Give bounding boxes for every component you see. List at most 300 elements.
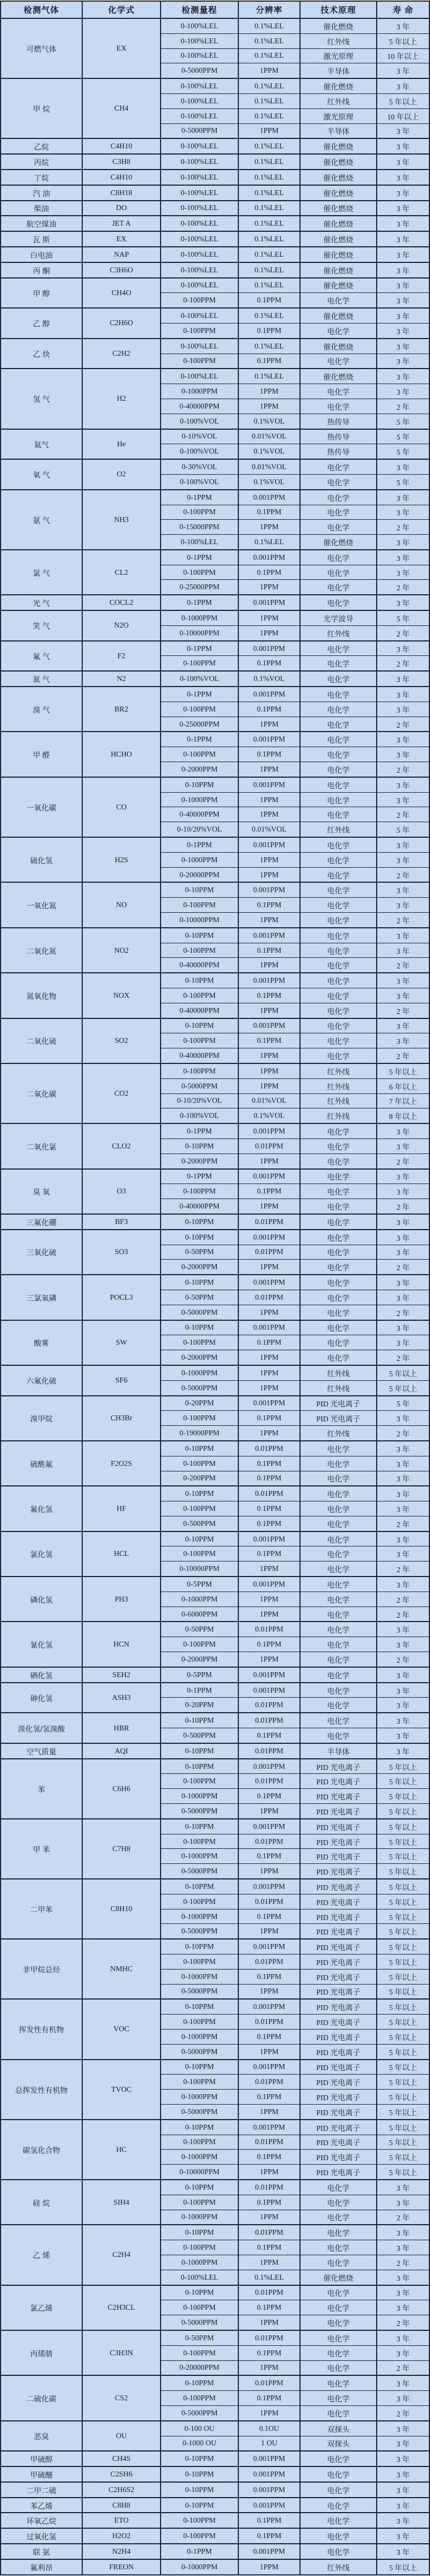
gas-name-cell: 二氧化硫 [1, 1018, 82, 1063]
table-row-group-start [1, 1320, 429, 1335]
table-row-group-start [1, 170, 429, 185]
range-cell: 0-25000PPM [161, 580, 238, 595]
lifespan-cell: 3 年 [377, 278, 429, 293]
formula-cell: HBR [82, 1713, 161, 1743]
formula-cell: BR2 [82, 687, 161, 732]
resolution-cell: 0.1PPM [238, 2300, 300, 2315]
resolution-cell: 0.001PPM [238, 687, 300, 702]
range-cell: 0-100%LEL [161, 216, 238, 231]
table-row-group-start [1, 2180, 429, 2195]
lifespan-cell: 2 年 [377, 1153, 429, 1168]
lifespan-cell: 3 年 [377, 1728, 429, 1743]
resolution-cell: 1PPM [238, 1365, 300, 1380]
formula-cell: NH3 [82, 490, 161, 550]
column-header-resolution: 分辨率 [238, 1, 300, 18]
resolution-cell: 0.01PPM [238, 1138, 300, 1153]
range-cell: 0-5PPM [161, 1667, 238, 1683]
gas-name-cell: 氦气 [1, 429, 82, 460]
lifespan-cell: 3 年 [377, 262, 429, 278]
resolution-cell: 0.01%VOL [238, 429, 300, 444]
gas-name-cell: 甲 醇 [1, 278, 82, 309]
resolution-cell: 0.01PPM [238, 2015, 300, 2030]
range-cell: 0-10PPM [161, 2375, 238, 2390]
resolution-cell: 0.01PPM [238, 1245, 300, 1260]
lifespan-cell: 5 年 [377, 1396, 429, 1411]
range-cell: 0-100%LEL [161, 93, 238, 108]
formula-cell: CH4S [82, 2451, 161, 2466]
lifespan-cell: 3 年 [377, 2421, 429, 2436]
lifespan-cell: 3 年 [377, 1033, 429, 1048]
formula-cell: C7H8 [82, 1819, 161, 1879]
principle-cell: PID 光电离子 [300, 2090, 377, 2105]
table-row-group-start [1, 1018, 429, 1033]
resolution-cell: 0.001PPM [238, 1667, 300, 1683]
formula-cell: F2 [82, 641, 161, 672]
range-cell: 0-100PPM [161, 1411, 238, 1426]
formula-cell: OU [82, 2421, 161, 2451]
principle-cell: 电化学 [300, 807, 377, 822]
principle-cell: 电化学 [300, 1531, 377, 1546]
lifespan-cell: 3 年 [377, 641, 429, 656]
table-row-group-start [1, 2451, 429, 2466]
resolution-cell: 1PPM [238, 852, 300, 867]
resolution-cell: 0.001PPM [238, 2466, 300, 2482]
resolution-cell: 1PPM [238, 2044, 300, 2059]
range-cell: 0-5PPM [161, 1577, 238, 1592]
gas-name-cell: 可燃气体 [1, 18, 82, 78]
table-row-group-start [1, 610, 429, 625]
resolution-cell: 0.001PPM [238, 1819, 300, 1834]
principle-cell: 电化学 [300, 1713, 377, 1728]
range-cell: 0-100%VOL [161, 474, 238, 489]
table-row-group-start [1, 1063, 429, 1078]
lifespan-cell: 3 年 [377, 354, 429, 369]
table-row-group-start [1, 671, 429, 687]
lifespan-cell: 3 年 [377, 18, 429, 33]
range-cell: 0-10PPM [161, 1531, 238, 1546]
table-row-group-start [1, 1531, 429, 1546]
range-cell: 0-25000PPM [161, 717, 238, 732]
formula-cell: H2O2 [82, 2528, 161, 2544]
principle-cell: 催化燃烧 [300, 18, 377, 33]
resolution-cell: 0.001PPM [238, 973, 300, 988]
principle-cell: 催化燃烧 [300, 339, 377, 354]
resolution-cell: 0.1PPM [238, 1909, 300, 1924]
table-row-group-start [1, 18, 429, 33]
column-header-principle: 技术原理 [300, 1, 377, 18]
lifespan-cell: 3 年 [377, 1456, 429, 1471]
range-cell: 0-100PPM [161, 2513, 238, 2528]
formula-cell: CO [82, 777, 161, 837]
range-cell: 0-100PPM [161, 354, 238, 369]
gas-name-cell: 甲 烷 [1, 78, 82, 138]
lifespan-cell: 2 年 [377, 1260, 429, 1275]
principle-cell: 电化学 [300, 1622, 377, 1637]
principle-cell: 电化学 [300, 595, 377, 610]
range-cell: 0-100PPM [161, 1456, 238, 1471]
lifespan-cell: 3 年 [377, 1245, 429, 1260]
range-cell: 0-20000PPM [161, 867, 238, 882]
resolution-cell: 0.1%LEL [238, 33, 300, 48]
lifespan-cell: 3 年 [377, 63, 429, 78]
resolution-cell: 0.1PPM [238, 505, 300, 520]
gas-name-cell: 瓦 斯 [1, 231, 82, 247]
resolution-cell: 0.01PPM [238, 1441, 300, 1456]
lifespan-cell: 5 年以上 [377, 2029, 429, 2044]
principle-cell: 电化学 [300, 520, 377, 535]
resolution-cell: 0.1PPM [238, 2029, 300, 2044]
formula-cell: O3 [82, 1169, 161, 1214]
table-row-group-start [1, 308, 429, 323]
range-cell: 0-10PPM [161, 973, 238, 988]
resolution-cell: 0.01PPM [238, 1774, 300, 1789]
table-body [1, 18, 429, 2575]
gas-name-cell: 空气质量 [1, 1743, 82, 1759]
lifespan-cell: 2 年 [377, 2405, 429, 2420]
range-cell: 0-1000PPM [161, 610, 238, 625]
lifespan-cell: 3 年 [377, 1184, 429, 1199]
range-cell: 0-1PPM [161, 2544, 238, 2559]
resolution-cell: 1PPM [238, 625, 300, 640]
principle-cell: 电化学 [300, 474, 377, 489]
table-row-group-start [1, 78, 429, 93]
range-cell: 0-100%VOL [161, 1108, 238, 1123]
resolution-cell: 0.001PPM [238, 837, 300, 852]
lifespan-cell: 10 年以上 [377, 108, 429, 123]
principle-cell: PID 光电离子 [300, 2150, 377, 2165]
formula-cell: N2O [82, 610, 161, 641]
range-cell: 0-100PPM [161, 656, 238, 671]
resolution-cell: 0.001PPM [238, 641, 300, 656]
resolution-cell: 0.1%LEL [238, 93, 300, 108]
formula-cell: COCL2 [82, 595, 161, 610]
formula-cell: C6H6 [82, 1759, 161, 1819]
lifespan-cell: 3 年 [377, 1683, 429, 1698]
gas-name-cell: 光 气 [1, 595, 82, 610]
range-cell: 0-100PPM [161, 1063, 238, 1078]
range-cell: 0-10PPM [161, 1999, 238, 2014]
lifespan-cell: 3 年 [377, 2225, 429, 2240]
lifespan-cell: 5 年以上 [377, 2559, 429, 2575]
principle-cell: 催化燃烧 [300, 308, 377, 323]
formula-cell: He [82, 429, 161, 460]
formula-cell: CH3Br [82, 1396, 161, 1441]
resolution-cell: 0.001PPM [238, 1577, 300, 1592]
range-cell: 0-10PPM [161, 1939, 238, 1954]
resolution-cell: 1PPM [238, 2210, 300, 2225]
resolution-cell: 0.01PPM [238, 1290, 300, 1305]
resolution-cell: 0.01PPM [238, 1713, 300, 1728]
resolution-cell: 0.1%LEL [238, 108, 300, 123]
table-row-group-start [1, 1683, 429, 1698]
table-row-group-start [1, 1713, 429, 1728]
principle-cell: 电化学 [300, 671, 377, 687]
range-cell: 0-10000PPM [161, 2165, 238, 2180]
lifespan-cell: 3 年 [377, 490, 429, 505]
range-cell: 0-5000PPM [161, 123, 238, 138]
lifespan-cell: 3 年 [377, 747, 429, 762]
principle-cell: 催化燃烧 [300, 231, 377, 247]
gas-name-cell: 乙 炔 [1, 339, 82, 369]
resolution-cell: 0.01PPM [238, 1894, 300, 1909]
formula-cell: C2H3CL [82, 2285, 161, 2330]
table-row-group-start [1, 2225, 429, 2240]
table-row-group-start [1, 2421, 429, 2436]
resolution-cell: 1PPM [238, 1607, 300, 1622]
formula-cell: H2S [82, 837, 161, 882]
range-cell: 0-1000PPM [161, 1592, 238, 1607]
lifespan-cell: 3 年 [377, 201, 429, 216]
resolution-cell: 0.1PPM [238, 2090, 300, 2105]
table-row-group-start [1, 550, 429, 565]
range-cell: 0-1000PPM [161, 2255, 238, 2270]
lifespan-cell: 5 年以上 [377, 1759, 429, 1774]
range-cell: 0-40000PPM [161, 807, 238, 822]
lifespan-cell: 3 年 [377, 928, 429, 943]
gas-name-cell: 乙 醇 [1, 308, 82, 339]
principle-cell: 催化燃烧 [300, 201, 377, 216]
table-row-group-start [1, 262, 429, 278]
gas-name-cell: 氟利昂 [1, 2559, 82, 2575]
resolution-cell: 0.1%VOL [238, 1108, 300, 1123]
range-cell: 0-10PPM [161, 777, 238, 792]
principle-cell: 电化学 [300, 354, 377, 369]
range-cell: 0-100PPM [161, 1546, 238, 1561]
principle-cell: 电化学 [300, 1728, 377, 1743]
resolution-cell: 0.01PPM [238, 2180, 300, 2195]
range-cell: 0-100PPM [161, 2195, 238, 2210]
range-cell: 0-1000PPM [161, 384, 238, 399]
principle-cell: PID 光电离子 [300, 1909, 377, 1924]
principle-cell: 双探头 [300, 2436, 377, 2451]
lifespan-cell: 2 年 [377, 807, 429, 822]
lifespan-cell: 5 年以上 [377, 1789, 429, 1804]
gas-name-cell: 氮 气 [1, 671, 82, 687]
lifespan-cell: 2 年 [377, 1607, 429, 1622]
range-cell: 0-100%LEL [161, 138, 238, 154]
range-cell: 0-6000PPM [161, 1607, 238, 1622]
resolution-cell: 0.1%LEL [238, 48, 300, 63]
lifespan-cell: 3 年 [377, 2240, 429, 2255]
lifespan-cell: 3 年 [377, 505, 429, 520]
principle-cell: 红外线 [300, 1063, 377, 1078]
resolution-cell: 0.1%VOL [238, 474, 300, 489]
range-cell: 0-10PPM [161, 928, 238, 943]
range-cell: 0-100PPM [161, 1834, 238, 1849]
range-cell: 0-10PPM [161, 1018, 238, 1033]
resolution-cell: 0.001PPM [238, 2120, 300, 2135]
gas-name-cell: 白电油 [1, 247, 82, 262]
range-cell: 0-100PPM [161, 2240, 238, 2255]
lifespan-cell: 3 年 [377, 1486, 429, 1501]
formula-cell: POCL3 [82, 1275, 161, 1320]
resolution-cell: 0.1PPM [238, 1516, 300, 1531]
principle-cell: 电化学 [300, 1153, 377, 1168]
principle-cell: 电化学 [300, 2195, 377, 2210]
lifespan-cell: 3 年 [377, 2528, 429, 2544]
lifespan-cell: 3 年 [377, 2285, 429, 2300]
table-row-group-start [1, 595, 429, 610]
range-cell: 0-1000PPM [161, 2150, 238, 2165]
range-cell: 0-2000PPM [161, 1153, 238, 1168]
table-row-group-start [1, 882, 429, 897]
table-row-group-start [1, 687, 429, 702]
range-cell: 0-100%LEL [161, 108, 238, 123]
principle-cell: 电化学 [300, 1169, 377, 1184]
formula-cell: JET A [82, 216, 161, 231]
table-row-group-start [1, 2482, 429, 2498]
resolution-cell: 1PPM [238, 2104, 300, 2119]
formula-cell: NAP [82, 247, 161, 262]
lifespan-cell: 3 年 [377, 216, 429, 231]
resolution-cell: 0.1PPM [238, 1789, 300, 1804]
range-cell: 0-1000PPM [161, 2090, 238, 2105]
lifespan-cell: 3 年 [377, 792, 429, 807]
lifespan-cell: 3 年 [377, 231, 429, 247]
principle-cell: 电化学 [300, 2180, 377, 2195]
resolution-cell: 0.1%LEL [238, 216, 300, 231]
lifespan-cell: 3 年 [377, 308, 429, 323]
resolution-cell: 1PPM [238, 1350, 300, 1365]
principle-cell: 电化学 [300, 852, 377, 867]
formula-cell: NMHC [82, 1939, 161, 1999]
gas-name-cell: 苯 [1, 1759, 82, 1819]
range-cell: 0-50PPM [161, 1245, 238, 1260]
lifespan-cell: 5 年以上 [377, 2165, 429, 2180]
principle-cell: 红外线 [300, 625, 377, 640]
gas-name-cell: 丙烯腈 [1, 2330, 82, 2375]
lifespan-cell: 3 年 [377, 2180, 429, 2195]
gas-name-cell: 臭 氧 [1, 1169, 82, 1214]
table-row-group-start [1, 973, 429, 988]
principle-cell: 催化燃烧 [300, 278, 377, 293]
formula-cell: H2 [82, 369, 161, 429]
formula-cell: HC [82, 2120, 161, 2180]
formula-cell: N2H4 [82, 2544, 161, 2559]
gas-name-cell: 溴甲烷 [1, 1396, 82, 1441]
resolution-cell: 0.1PPM [238, 988, 300, 1003]
principle-cell: 催化燃烧 [300, 2270, 377, 2285]
lifespan-cell: 2 年 [377, 1199, 429, 1214]
formula-cell: SEH2 [82, 1667, 161, 1683]
range-cell: 0-5000PPM [161, 1380, 238, 1395]
lifespan-cell: 3 年 [377, 943, 429, 958]
range-cell: 0-100PPM [161, 1774, 238, 1789]
resolution-cell: 0.001PPM [238, 732, 300, 747]
range-cell: 0-20PPM [161, 1698, 238, 1713]
resolution-cell: 0.1PPM [238, 1184, 300, 1199]
formula-cell: CL2 [82, 550, 161, 595]
resolution-cell: 1PPM [238, 2165, 300, 2180]
range-cell: 0-100PPM [161, 988, 238, 1003]
resolution-cell: 0.1PPM [238, 2391, 300, 2406]
resolution-cell: 1PPM [238, 520, 300, 535]
principle-cell: 电化学 [300, 2513, 377, 2528]
principle-cell: PID 光电离子 [300, 1834, 377, 1849]
formula-cell: CO2 [82, 1063, 161, 1123]
range-cell: 0-1000PPM [161, 1849, 238, 1864]
resolution-cell: 0.001PPM [238, 1230, 300, 1245]
resolution-cell: 0.1PPM [238, 2345, 300, 2360]
principle-cell: 电化学 [300, 1471, 377, 1486]
principle-cell: 红外线 [300, 822, 377, 837]
resolution-cell: 0.01%VOL [238, 459, 300, 474]
range-cell: 0-10PPM [161, 1486, 238, 1501]
range-cell: 0-10PPM [161, 2466, 238, 2482]
lifespan-cell: 5 年以上 [377, 2075, 429, 2090]
resolution-cell: 0.1PPM [238, 1546, 300, 1561]
lifespan-cell: 5 年以上 [377, 1774, 429, 1789]
lifespan-cell: 3 年 [377, 170, 429, 185]
resolution-cell: 1PPM [238, 958, 300, 973]
principle-cell: PID 光电离子 [300, 1774, 377, 1789]
range-cell: 0-10PPM [161, 882, 238, 897]
lifespan-cell: 5 年以上 [377, 1924, 429, 1939]
principle-cell: PID 光电离子 [300, 1969, 377, 1984]
principle-cell: 催化燃烧 [300, 369, 377, 384]
principle-cell: 电化学 [300, 867, 377, 882]
principle-cell: PID 光电离子 [300, 1411, 377, 1426]
principle-cell: 电化学 [300, 1033, 377, 1048]
resolution-cell: 0.001PPM [238, 1018, 300, 1033]
table-row-group-start [1, 2330, 429, 2345]
formula-cell: C2H6S2 [82, 2482, 161, 2498]
principle-cell: PID 光电离子 [300, 1804, 377, 1819]
range-cell: 0-100PPM [161, 943, 238, 958]
principle-cell: 电化学 [300, 1592, 377, 1607]
principle-cell: 电化学 [300, 2330, 377, 2345]
range-cell: 0-100PPM [161, 1501, 238, 1516]
formula-cell: ASH3 [82, 1683, 161, 1713]
lifespan-cell: 2 年 [377, 2360, 429, 2375]
lifespan-cell: 2 年 [377, 1048, 429, 1063]
principle-cell: 电化学 [300, 565, 377, 580]
principle-cell: 红外线 [300, 1365, 377, 1380]
principle-cell: 电化学 [300, 2391, 377, 2406]
range-cell: 0-5000PPM [161, 2315, 238, 2330]
gas-name-cell: 笑 气 [1, 610, 82, 641]
principle-cell: 红外线 [300, 1426, 377, 1441]
resolution-cell: 0.1%LEL [238, 339, 300, 354]
lifespan-cell: 3 年 [377, 369, 429, 384]
principle-cell: 电化学 [300, 1003, 377, 1018]
gas-name-cell: 甲 醛 [1, 732, 82, 777]
range-cell: 0-2000PPM [161, 1260, 238, 1275]
formula-cell: HCHO [82, 732, 161, 777]
table-row-group-start [1, 278, 429, 293]
principle-cell: 电化学 [300, 1048, 377, 1063]
range-cell: 0-1000PPM [161, 2559, 238, 2575]
resolution-cell: 1PPM [238, 1924, 300, 1939]
gas-name-cell: 非甲烷总烃 [1, 1939, 82, 1999]
table-row-group-start [1, 1123, 429, 1138]
lifespan-cell: 2 年 [377, 1516, 429, 1531]
principle-cell: 半导体 [300, 1743, 377, 1759]
resolution-cell: 1PPM [238, 1003, 300, 1018]
lifespan-cell: 2 年 [377, 2315, 429, 2330]
gas-name-cell: 二甲二硫 [1, 2482, 82, 2498]
lifespan-cell: 5 年以上 [377, 1894, 429, 1909]
formula-cell: FREON [82, 2559, 161, 2575]
formula-cell: C2H2 [82, 339, 161, 369]
lifespan-cell: 5 年以上 [377, 2120, 429, 2135]
table-row-group-start [1, 1667, 429, 1683]
range-cell: 0-100PPM [161, 2300, 238, 2315]
formula-cell: EX [82, 231, 161, 247]
resolution-cell: 0.001PPM [238, 2060, 300, 2075]
lifespan-cell: 3 年 [377, 1637, 429, 1652]
lifespan-cell: 5 年以上 [377, 1969, 429, 1984]
